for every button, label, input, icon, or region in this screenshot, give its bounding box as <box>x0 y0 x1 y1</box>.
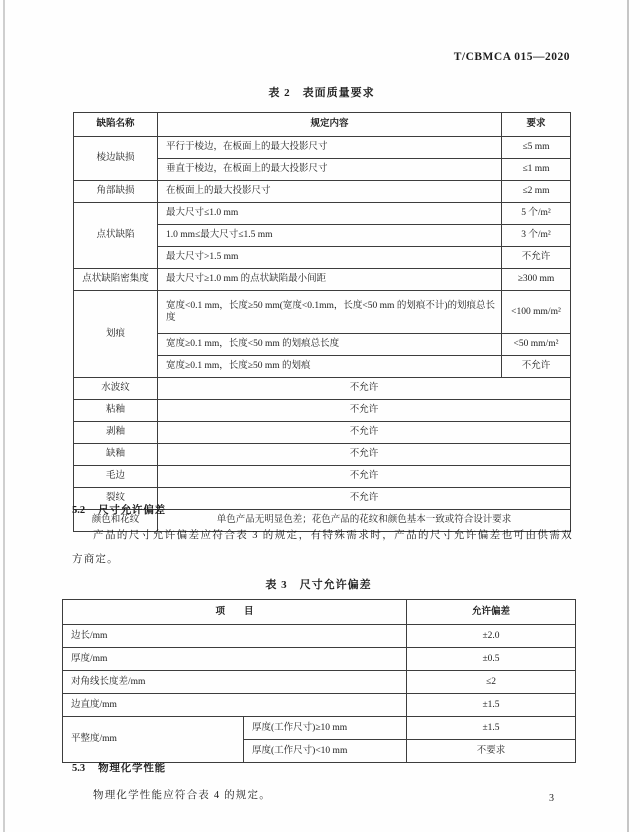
page-number: 3 <box>549 793 554 804</box>
tolerance-cell: ±1.5 <box>407 694 576 717</box>
defect-name-cell: 粘釉 <box>74 400 158 422</box>
requirement-merged-cell: 不允许 <box>158 422 571 444</box>
table2-title: 表 2 表面质量要求 <box>268 87 375 99</box>
requirement-cell: 5 个/m² <box>502 203 571 225</box>
defect-name-cell: 角部缺损 <box>74 181 158 203</box>
table-row <box>74 137 571 159</box>
table2-header-spec-content: 规定内容 <box>158 113 502 137</box>
table-row <box>74 378 571 400</box>
defect-name-cell: 剥釉 <box>74 422 158 444</box>
table-row <box>74 203 571 225</box>
tolerance-cell: ≤2 <box>407 671 576 694</box>
requirement-cell: <50 mm/m² <box>502 334 571 356</box>
requirement-merged-cell: 不允许 <box>158 444 571 466</box>
table2-header-row <box>74 113 571 137</box>
item-cell: 边长/mm <box>63 625 407 648</box>
requirement-cell: 不允许 <box>502 356 571 378</box>
item-cell: 边直度/mm <box>63 694 407 717</box>
item-cell: 对角线长度差/mm <box>63 671 407 694</box>
section-5-2-heading <box>72 502 166 517</box>
spec-content-cell: 垂直于棱边，在板面上的最大投影尺寸 <box>158 159 502 181</box>
requirement-cell: ≤5 mm <box>502 137 571 159</box>
spec-content-cell: 宽度≥0.1 mm，长度≥50 mm 的划痕 <box>158 356 502 378</box>
table-row <box>74 400 571 422</box>
defect-name-cell: 划痕 <box>74 291 158 378</box>
requirement-merged-cell: 不允许 <box>158 466 571 488</box>
requirement-cell: ≥300 mm <box>502 269 571 291</box>
table2-header-defect-name: 缺陷名称 <box>74 113 158 137</box>
requirement-cell: ≤1 mm <box>502 159 571 181</box>
table-row <box>74 422 571 444</box>
spec-content-cell: 最大尺寸>1.5 mm <box>158 247 502 269</box>
defect-name-cell: 点状缺陷密集度 <box>74 269 158 291</box>
table-row <box>63 694 576 717</box>
table2-header-requirement: 要求 <box>502 113 571 137</box>
requirement-cell: <100 mm/m² <box>502 291 571 334</box>
spec-content-cell: 宽度<0.1 mm，长度≥50 mm(宽度<0.1mm，长度<50 mm 的划痕不计)的划痕总长度 <box>158 291 502 334</box>
requirement-cell: ≤2 mm <box>502 181 571 203</box>
table-row <box>74 466 571 488</box>
section-5-3-heading <box>72 760 166 775</box>
table-row <box>74 269 571 291</box>
defect-name-cell: 水波纹 <box>74 378 158 400</box>
requirement-merged-cell: 不允许 <box>158 400 571 422</box>
section-5-3-paragraph: 物理化学性能应符合表 4 的规定。 <box>93 790 271 801</box>
requirement-merged-cell: 不允许 <box>158 488 571 510</box>
section-5-3-number: 5.3 <box>72 763 86 774</box>
tolerance-cell: 不要求 <box>407 740 576 763</box>
table-row <box>63 671 576 694</box>
table3-header-tolerance: 允许偏差 <box>407 600 576 625</box>
table-row <box>63 717 576 740</box>
condition-cell: 厚度(工作尺寸)<10 mm <box>244 740 407 763</box>
requirement-merged-cell: 单色产品无明显色差；花色产品的花纹和颜色基本一致或符合设计要求 <box>158 510 571 532</box>
table3-header-item: 项 目 <box>63 600 407 625</box>
defect-name-cell: 点状缺陷 <box>74 203 158 269</box>
spec-content-cell: 平行于棱边，在板面上的最大投影尺寸 <box>158 137 502 159</box>
tolerance-cell: ±0.5 <box>407 648 576 671</box>
requirement-merged-cell: 不允许 <box>158 378 571 400</box>
table3-dimensional-tolerance <box>62 599 576 763</box>
requirement-cell: 不允许 <box>502 247 571 269</box>
table3-title: 表 3 尺寸允许偏差 <box>265 579 372 591</box>
tolerance-cell: ±1.5 <box>407 717 576 740</box>
standard-number: T/CBMCA 015—2020 <box>453 51 570 63</box>
table-row <box>74 291 571 334</box>
condition-cell: 厚度(工作尺寸)≥10 mm <box>244 717 407 740</box>
defect-name-cell: 棱边缺损 <box>74 137 158 181</box>
defect-name-cell: 裂纹 <box>74 488 158 510</box>
table-row <box>74 181 571 203</box>
scan-edge-right <box>627 0 629 832</box>
item-cell: 平整度/mm <box>63 717 244 763</box>
item-cell: 厚度/mm <box>63 648 407 671</box>
defect-name-cell: 毛边 <box>74 466 158 488</box>
spec-content-cell: 1.0 mm≤最大尺寸≤1.5 mm <box>158 225 502 247</box>
tolerance-cell: ±2.0 <box>407 625 576 648</box>
spec-content-cell: 最大尺寸≥1.0 mm 的点状缺陷最小间距 <box>158 269 502 291</box>
table-row <box>63 648 576 671</box>
defect-name-cell: 缺釉 <box>74 444 158 466</box>
table-row <box>74 444 571 466</box>
section-5-2-number: 5.2 <box>72 505 86 516</box>
spec-content-cell: 在板面上的最大投影尺寸 <box>158 181 502 203</box>
defect-name-cell: 颜色和花纹 <box>74 510 158 532</box>
spec-content-cell: 最大尺寸≤1.0 mm <box>158 203 502 225</box>
spec-content-cell: 宽度≥0.1 mm，长度<50 mm 的划痕总长度 <box>158 334 502 356</box>
section-5-2-paragraph: 产品的尺寸允许偏差应符合表 3 的规定，有特殊需求时，产品的尺寸允许偏差也可由供需双方商定。 <box>72 530 573 565</box>
table-row <box>63 625 576 648</box>
section-5-2-title: 尺寸允许偏差 <box>98 505 166 516</box>
scan-edge-left <box>3 0 5 832</box>
table3-header-row <box>63 600 576 625</box>
table2-surface-quality <box>73 112 571 532</box>
section-5-3-title: 物理化学性能 <box>98 763 166 774</box>
requirement-cell: 3 个/m² <box>502 225 571 247</box>
